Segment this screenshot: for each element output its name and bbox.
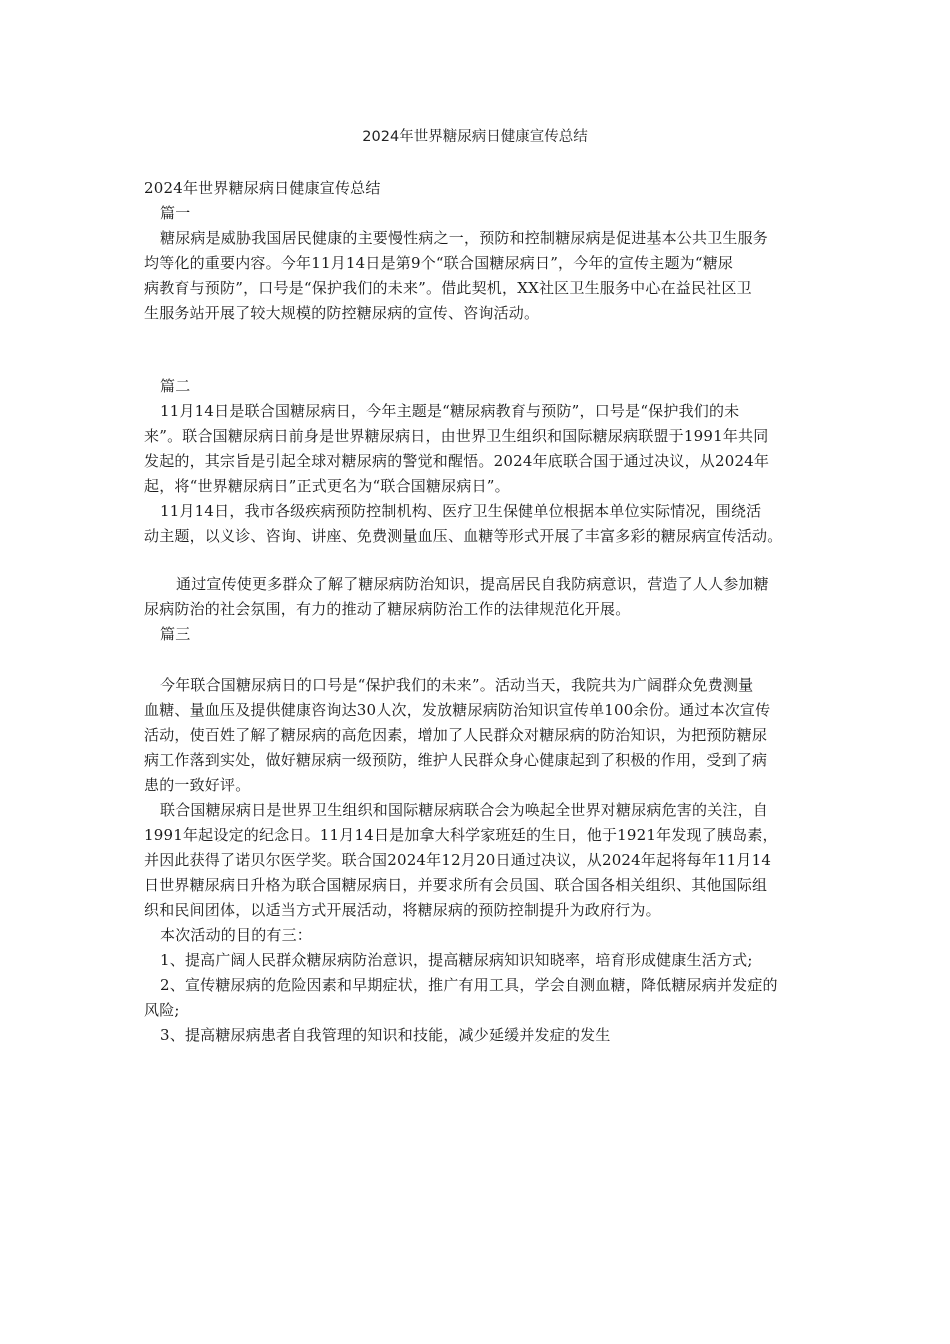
paragraph-line: 织和民间团体，以适当方式开展活动，将糖尿病的预防控制提升为政府行为。 <box>144 901 661 919</box>
paragraph-line: 生服务站开展了较大规模的防控糖尿病的宣传、咨询活动。 <box>144 304 540 322</box>
paragraph-line: 11月14日，我市各级疾病预防控制机构、医疗卫生保健单位根据本单位实际情况，围绕活 <box>160 502 762 520</box>
paragraph-line: 尿病防治的社会氛围，有力的推动了糖尿病防治工作的法律规范化开展。 <box>144 600 631 618</box>
paragraph-line: 起，将“世界糖尿病日”正式更名为“联合国糖尿病日”。 <box>144 477 510 495</box>
paragraph-line: 日世界糖尿病日升格为联合国糖尿病日，并要求所有会员国、联合国各相关组织、其他国际组 <box>144 876 768 894</box>
paragraph-line: 糖尿病是威胁我国居民健康的主要慢性病之一，预防和控制糖尿病是促进基本公共卫生服务 <box>160 229 769 247</box>
list-item: 2、宣传糖尿病的危险因素和早期症状，推广有用工具，学会自测血糖，降低糖尿病并发症的 <box>160 976 778 994</box>
paragraph-line: 本次活动的目的有三： <box>160 926 313 944</box>
list-item: 风险; <box>144 1001 180 1019</box>
paragraph-line: 血糖、量血压及提供健康咨询达30人次，发放糖尿病防治知识宣传单100余份。通过本次宣传 <box>144 701 771 719</box>
paragraph-line: 并因此获得了诺贝尔医学奖。联合国2024年12月20日通过决议，从2024年起将每年11月14 <box>144 851 772 869</box>
section-heading-1: 篇一 <box>160 204 191 222</box>
paragraph-line: 今年联合国糖尿病日的口号是“保护我们的未来”。活动当天，我院共为广阔群众免费测量 <box>160 676 754 694</box>
paragraph-line: 均等化的重要内容。今年11月14日是第9个“联合国糖尿病日”，今年的宣传主题为“糖尿 <box>144 254 734 272</box>
document-subtitle: 2024年世界糖尿病日健康宣传总结 <box>144 179 381 197</box>
paragraph-line: 病工作落到实处，做好糖尿病一级预防，维护人民群众身心健康起到了积极的作用，受到了病 <box>144 751 768 769</box>
paragraph-line: 动主题，以义诊、咨询、讲座、免费测量血压、血糖等形式开展了丰富多彩的糖尿病宣传活动。 <box>144 527 783 545</box>
paragraph-line: 患的一致好评。 <box>144 776 251 794</box>
section-heading-2: 篇二 <box>160 377 191 395</box>
paragraph-line: 联合国糖尿病日是世界卫生组织和国际糖尿病联合会为唤起全世界对糖尿病危害的关注，自 <box>160 801 769 819</box>
paragraph-line: 来”。联合国糖尿病日前身是世界糖尿病日，由世界卫生组织和国际糖尿病联盟于1991年共同 <box>144 427 769 445</box>
paragraph-line: 11月14日是联合国糖尿病日，今年主题是“糖尿病教育与预防”，口号是“保护我们的未 <box>160 402 740 420</box>
paragraph-line: 活动，使百姓了解了糖尿病的高危因素，增加了人民群众对糖尿病的防治知识，为把预防糖尿 <box>144 726 768 744</box>
document-title: 2024年世界糖尿病日健康宣传总结 <box>362 129 588 145</box>
paragraph-line: 通过宣传使更多群众了解了糖尿病防治知识，提高居民自我防病意识，营造了人人参加糖 <box>176 575 769 593</box>
section-heading-3: 篇三 <box>160 625 191 643</box>
list-item: 3、提高糖尿病患者自我管理的知识和技能，减少延缓并发症的发生 <box>160 1026 611 1044</box>
paragraph-line: 发起的，其宗旨是引起全球对糖尿病的警觉和醒悟。2024年底联合国于通过决议，从2024年 <box>144 452 770 470</box>
paragraph-line: 1991年起设定的纪念日。11月14日是加拿大科学家班廷的生日，他于1921年发现了胰岛素， <box>144 826 778 844</box>
list-item: 1、提高广阔人民群众糖尿病防治意识，提高糖尿病知识知晓率，培育形成健康生活方式; <box>160 951 753 969</box>
paragraph-line: 病教育与预防”，口号是“保护我们的未来”。借此契机，XX社区卫生服务中心在益民社区卫 <box>144 279 752 297</box>
